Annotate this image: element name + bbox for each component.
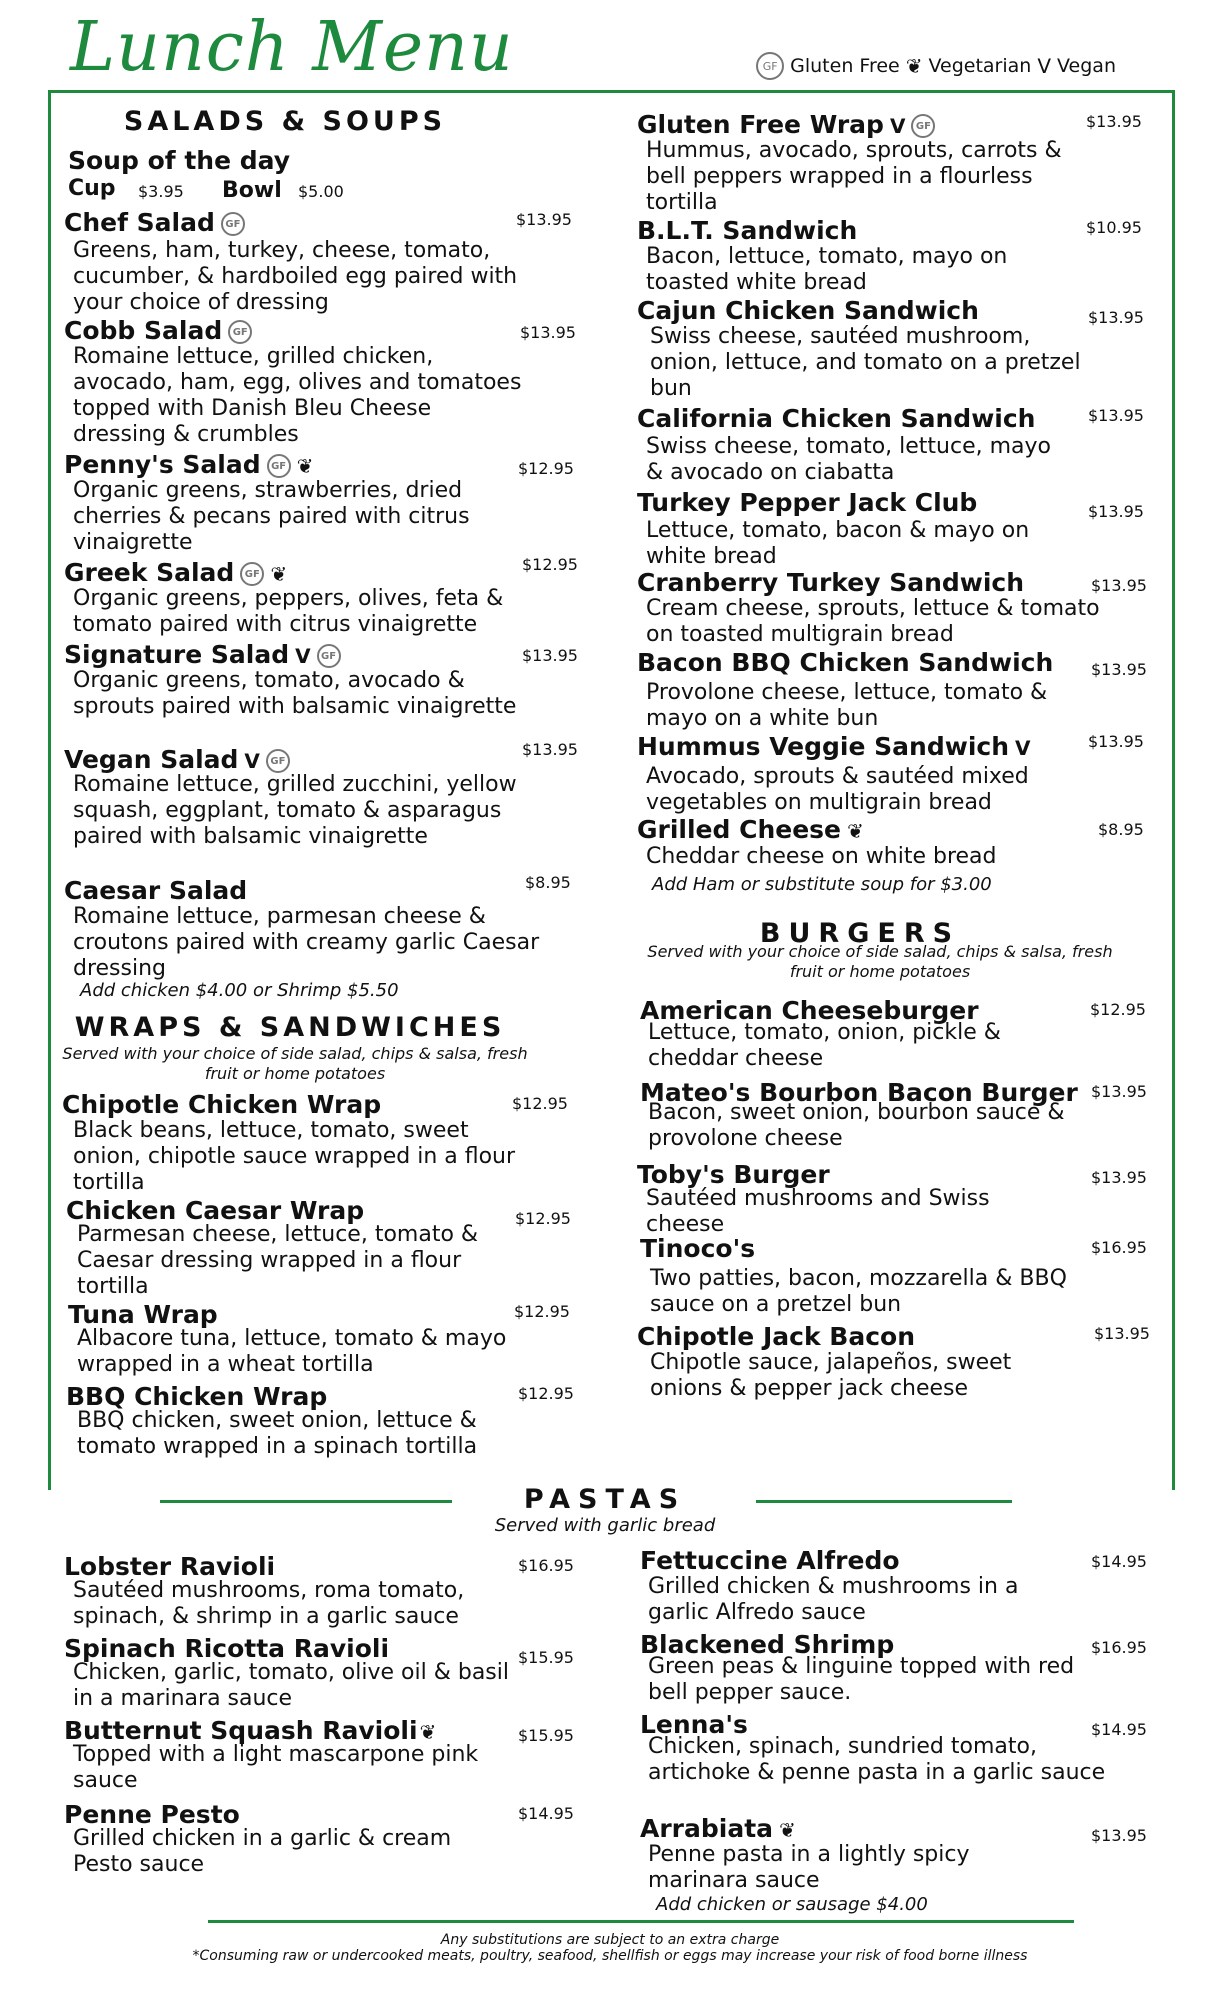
gluten-free-icon: GF (266, 749, 290, 773)
menu-item-price: $12.95 (522, 555, 578, 574)
menu-item-desc: Grilled chicken in a garlic & cream Pesto sauce (73, 1826, 452, 1877)
menu-item-name: Penne Pesto (64, 1800, 240, 1829)
menu-item-price: $14.95 (1091, 1552, 1147, 1571)
menu-item-name: Lobster Ravioli (64, 1552, 276, 1581)
menu-item-desc: Hummus, avocado, sprouts, carrots & bell peppers wrapped in a flourless tortilla (646, 138, 1062, 215)
soup-bowl-price: $5.00 (298, 182, 344, 201)
menu-item-desc: Bacon, lettuce, tomato, mayo on toasted white bread (646, 244, 1008, 295)
menu-item-name: Chipotle Chicken Wrap (62, 1090, 382, 1119)
menu-item-price: $15.95 (518, 1648, 574, 1667)
wraps-subtitle: Served with your choice of side salad, chips & salsa, fresh fruit or home potatoes (62, 1044, 528, 1083)
pastas-heading: PASTAS (523, 1484, 687, 1515)
legend-vegan: Vegan (1057, 55, 1116, 77)
soup-title: Soup of the day (68, 146, 291, 175)
menu-item-price: $10.95 (1086, 218, 1142, 237)
dietary-legend (756, 52, 1116, 80)
menu-item-desc: Chipotle sauce, jalapeños, sweet onions & pepper jack cheese (650, 1350, 1012, 1401)
legend-vegetarian: Vegetarian (928, 55, 1032, 77)
menu-item-name: Tinoco's (640, 1234, 756, 1263)
menu-item-price: $16.95 (1091, 1638, 1147, 1657)
menu-item-price: $13.95 (522, 740, 578, 759)
gluten-free-icon: GF (221, 212, 245, 236)
menu-item-price: $12.95 (518, 1384, 574, 1403)
menu-item-desc: Cream cheese, sprouts, lettuce & tomato on toasted multigrain bread (646, 596, 1100, 647)
menu-item-name: BBQ Chicken Wrap (66, 1382, 328, 1411)
menu-item-name: Chicken Caesar Wrap (66, 1196, 365, 1225)
menu-item-price: $13.95 (520, 323, 576, 342)
menu-item-name: Chipotle Jack Bacon (637, 1322, 916, 1351)
menu-item-name: American Cheeseburger (640, 996, 979, 1025)
menu-item-desc: Organic greens, peppers, olives, feta & tomato paired with citrus vinaigrette (73, 586, 504, 637)
menu-item-name: Greek Salad GF ❦ (64, 558, 288, 587)
menu-item-desc: Romaine lettuce, grilled zucchini, yellow squash, eggplant, tomato & asparagus paired with balsamic vinaigrette (73, 772, 517, 849)
vegetarian-leaf-icon: ❦ (847, 819, 864, 843)
menu-item-desc: Sautéed mushrooms, roma tomato, spinach, & shrimp in a garlic sauce (73, 1578, 465, 1629)
vegan-sprout-icon: ⴸ (889, 114, 906, 138)
menu-item-name: Arrabiata ❦ (640, 1814, 796, 1843)
menu-title: Lunch Menu (70, 8, 514, 87)
menu-item-desc: Provolone cheese, lettuce, tomato & mayo on a white bun (646, 680, 1048, 731)
vegan-sprout-icon: ⴸ (244, 749, 260, 773)
menu-item-price: $13.95 (1086, 112, 1142, 131)
burgers-heading: BURGERS (759, 918, 961, 949)
menu-item-desc: Swiss cheese, tomato, lettuce, mayo & avocado on ciabatta (646, 434, 1052, 485)
menu-item-desc: Parmesan cheese, lettuce, tomato & Caesar dressing wrapped in a flour tortilla (77, 1222, 479, 1299)
menu-item-price: $14.95 (1091, 1720, 1147, 1739)
menu-item-name: Vegan Salad ⴸ GF (64, 745, 290, 774)
menu-item-name: Cajun Chicken Sandwich (637, 296, 979, 325)
menu-item-name: Toby's Burger (637, 1160, 830, 1189)
menu-item-name: Caesar Salad (64, 876, 248, 905)
burgers-subtitle: Served with your choice of side salad, chips & salsa, fresh fruit or home potatoes (647, 942, 1113, 981)
gluten-free-icon: GF (240, 562, 264, 586)
pastas-rule-left (160, 1500, 452, 1503)
menu-item-price: $13.95 (1091, 1082, 1147, 1101)
vegan-sprout-icon: ⴸ (295, 644, 311, 668)
vegan-sprout-icon: ⴸ (1015, 736, 1031, 760)
menu-item-name: Chef Salad GF (64, 208, 245, 237)
menu-item-price: $12.95 (515, 1209, 571, 1228)
vegetarian-leaf-icon: ❦ (419, 1720, 437, 1744)
grilled-cheese-note: Add Ham or substitute soup for $3.00 (652, 874, 992, 895)
pastas-rule-right (756, 1500, 1012, 1503)
menu-item-desc: BBQ chicken, sweet onion, lettuce & tomato wrapped in a spinach tortilla (77, 1408, 478, 1459)
menu-item-desc: Grilled chicken & mushrooms in a garlic Alfredo sauce (648, 1574, 1019, 1625)
menu-item-price: $8.95 (525, 873, 571, 892)
menu-item-name: Lenna's (640, 1710, 748, 1739)
vegetarian-leaf-icon: ❦ (779, 1818, 796, 1842)
soup-bowl-label: Bowl (222, 178, 282, 203)
menu-item-price: $13.95 (1091, 660, 1147, 679)
menu-item-price: $8.95 (1098, 820, 1144, 839)
menu-item-desc: Chicken, spinach, sundried tomato, artichoke & penne pasta in a garlic sauce (648, 1734, 1106, 1785)
menu-item-desc: Green peas & linguine topped with red bell pepper sauce. (648, 1654, 1075, 1705)
menu-item-price: $14.95 (518, 1804, 574, 1823)
menu-item-name: Bacon BBQ Chicken Sandwich (637, 648, 1054, 677)
menu-item-name: California Chicken Sandwich (637, 404, 1036, 433)
soup-cup-price: $3.95 (138, 182, 184, 201)
menu-item-desc: Two patties, bacon, mozzarella & BBQ sauce on a pretzel bun (650, 1266, 1067, 1317)
vegetarian-leaf-icon: ❦ (270, 562, 288, 586)
menu-item-price: $13.95 (1094, 1324, 1150, 1343)
footer-health-warning: *Consuming raw or undercooked meats, poultry, seafood, shellfish or eggs may increase your risk of food borne illness (192, 1948, 1028, 1964)
caesar-addon-note: Add chicken $4.00 or Shrimp $5.50 (80, 980, 399, 1001)
menu-item-desc: Swiss cheese, sautéed mushroom, onion, lettuce, and tomato on a pretzel bun (650, 324, 1081, 401)
menu-item-desc: Albacore tuna, lettuce, tomato & mayo wrapped in a wheat tortilla (77, 1326, 507, 1377)
menu-item-name: Spinach Ricotta Ravioli (64, 1634, 390, 1663)
menu-item-price: $13.95 (1088, 502, 1144, 521)
vegetarian-leaf-icon: ❦ (905, 54, 923, 78)
gluten-free-icon: GF (317, 644, 341, 668)
menu-item-name: Blackened Shrimp (640, 1630, 895, 1659)
gluten-free-icon: GF (228, 320, 252, 344)
footer-substitutions: Any substitutions are subject to an extra charge (440, 1932, 780, 1948)
menu-item-desc: Sautéed mushrooms and Swiss cheese (646, 1186, 990, 1237)
menu-item-name: B.L.T. Sandwich (637, 216, 858, 245)
menu-item-desc: Topped with a light mascarpone pink sauce (73, 1742, 479, 1793)
gluten-free-icon: GF (911, 114, 935, 138)
vegan-sprout-icon: ⴸ (1037, 54, 1052, 78)
menu-item-price: $13.95 (1088, 406, 1144, 425)
gluten-free-icon: GF (756, 52, 784, 80)
menu-item-price: $13.95 (1091, 576, 1147, 595)
pastas-subtitle: Served with garlic bread (494, 1515, 716, 1536)
vegetarian-leaf-icon: ❦ (296, 454, 314, 478)
menu-item-desc: Romaine lettuce, grilled chicken, avocado, ham, egg, olives and tomatoes topped with Danish Bleu Cheese dressing & crumbles (73, 344, 522, 447)
menu-item-price: $13.95 (1088, 732, 1144, 751)
legend-gluten-free: Gluten Free (790, 55, 900, 77)
menu-item-name: Signature Salad ⴸ GF (64, 640, 341, 669)
menu-item-desc: Cheddar cheese on white bread (646, 844, 997, 869)
menu-item-price: $13.95 (1088, 308, 1144, 327)
menu-item-price: $12.95 (514, 1302, 570, 1321)
menu-item-desc: Romaine lettuce, parmesan cheese & croutons paired with creamy garlic Caesar dressing (73, 904, 540, 981)
soup-cup-label: Cup (68, 176, 116, 201)
menu-item-name: Grilled Cheese ❦ (637, 815, 864, 844)
menu-item-price: $12.95 (1090, 1000, 1146, 1019)
menu-item-desc: Lettuce, tomato, bacon & mayo on white bread (646, 518, 1030, 569)
menu-item-desc: Lettuce, tomato, onion, pickle & cheddar cheese (648, 1020, 1001, 1071)
menu-item-name: Hummus Veggie Sandwich ⴸ (637, 732, 1031, 761)
menu-item-desc: Penne pasta in a lightly spicy marinara sauce (648, 1842, 970, 1893)
menu-item-name: Mateo's Bourbon Bacon Burger (640, 1078, 1078, 1107)
menu-item-desc: Chicken, garlic, tomato, olive oil & basil in a marinara sauce (73, 1660, 509, 1711)
menu-item-name: Tuna Wrap (68, 1300, 218, 1329)
menu-item-name: Turkey Pepper Jack Club (637, 488, 978, 517)
menu-item-name: Cobb Salad GF (64, 316, 252, 345)
menu-item-price: $13.95 (1091, 1826, 1147, 1845)
menu-item-price: $16.95 (1091, 1238, 1147, 1257)
menu-item-price: $16.95 (518, 1556, 574, 1575)
menu-item-desc: Organic greens, tomato, avocado & sprouts paired with balsamic vinaigrette (73, 668, 517, 719)
menu-item-price: $15.95 (518, 1726, 574, 1745)
menu-item-name: Gluten Free Wrap ⴸ GF (637, 110, 935, 139)
menu-item-name: Penny's Salad GF ❦ (64, 450, 314, 479)
menu-item-price: $13.95 (1091, 1168, 1147, 1187)
gluten-free-icon: GF (267, 454, 291, 478)
footer-rule (208, 1920, 1074, 1923)
menu-item-price: $13.95 (522, 646, 578, 665)
menu-item-name: Cranberry Turkey Sandwich (637, 568, 1025, 597)
salads-heading: SALADS & SOUPS (123, 106, 447, 137)
wraps-heading: WRAPS & SANDWICHES (74, 1012, 506, 1043)
arrabiata-addon-note: Add chicken or sausage $4.00 (656, 1894, 928, 1915)
menu-item-desc: Avocado, sprouts & sautéed mixed vegetables on multigrain bread (646, 764, 1029, 815)
menu-item-price: $13.95 (516, 210, 572, 229)
menu-item-desc: Bacon, sweet onion, bourbon sauce & provolone cheese (648, 1100, 1065, 1151)
menu-item-price: $12.95 (518, 459, 574, 478)
menu-item-desc: Greens, ham, turkey, cheese, tomato, cucumber, & hardboiled egg paired with your choice of dressing (73, 238, 518, 315)
menu-item-price: $12.95 (512, 1094, 568, 1113)
menu-item-desc: Black beans, lettuce, tomato, sweet onion, chipotle sauce wrapped in a flour tortilla (73, 1118, 516, 1195)
menu-item-name: Fettuccine Alfredo (640, 1546, 900, 1575)
menu-item-name: Butternut Squash Ravioli ❦ (64, 1716, 437, 1745)
menu-item-desc: Organic greens, strawberries, dried cherries & pecans paired with citrus vinaigrette (73, 478, 470, 555)
